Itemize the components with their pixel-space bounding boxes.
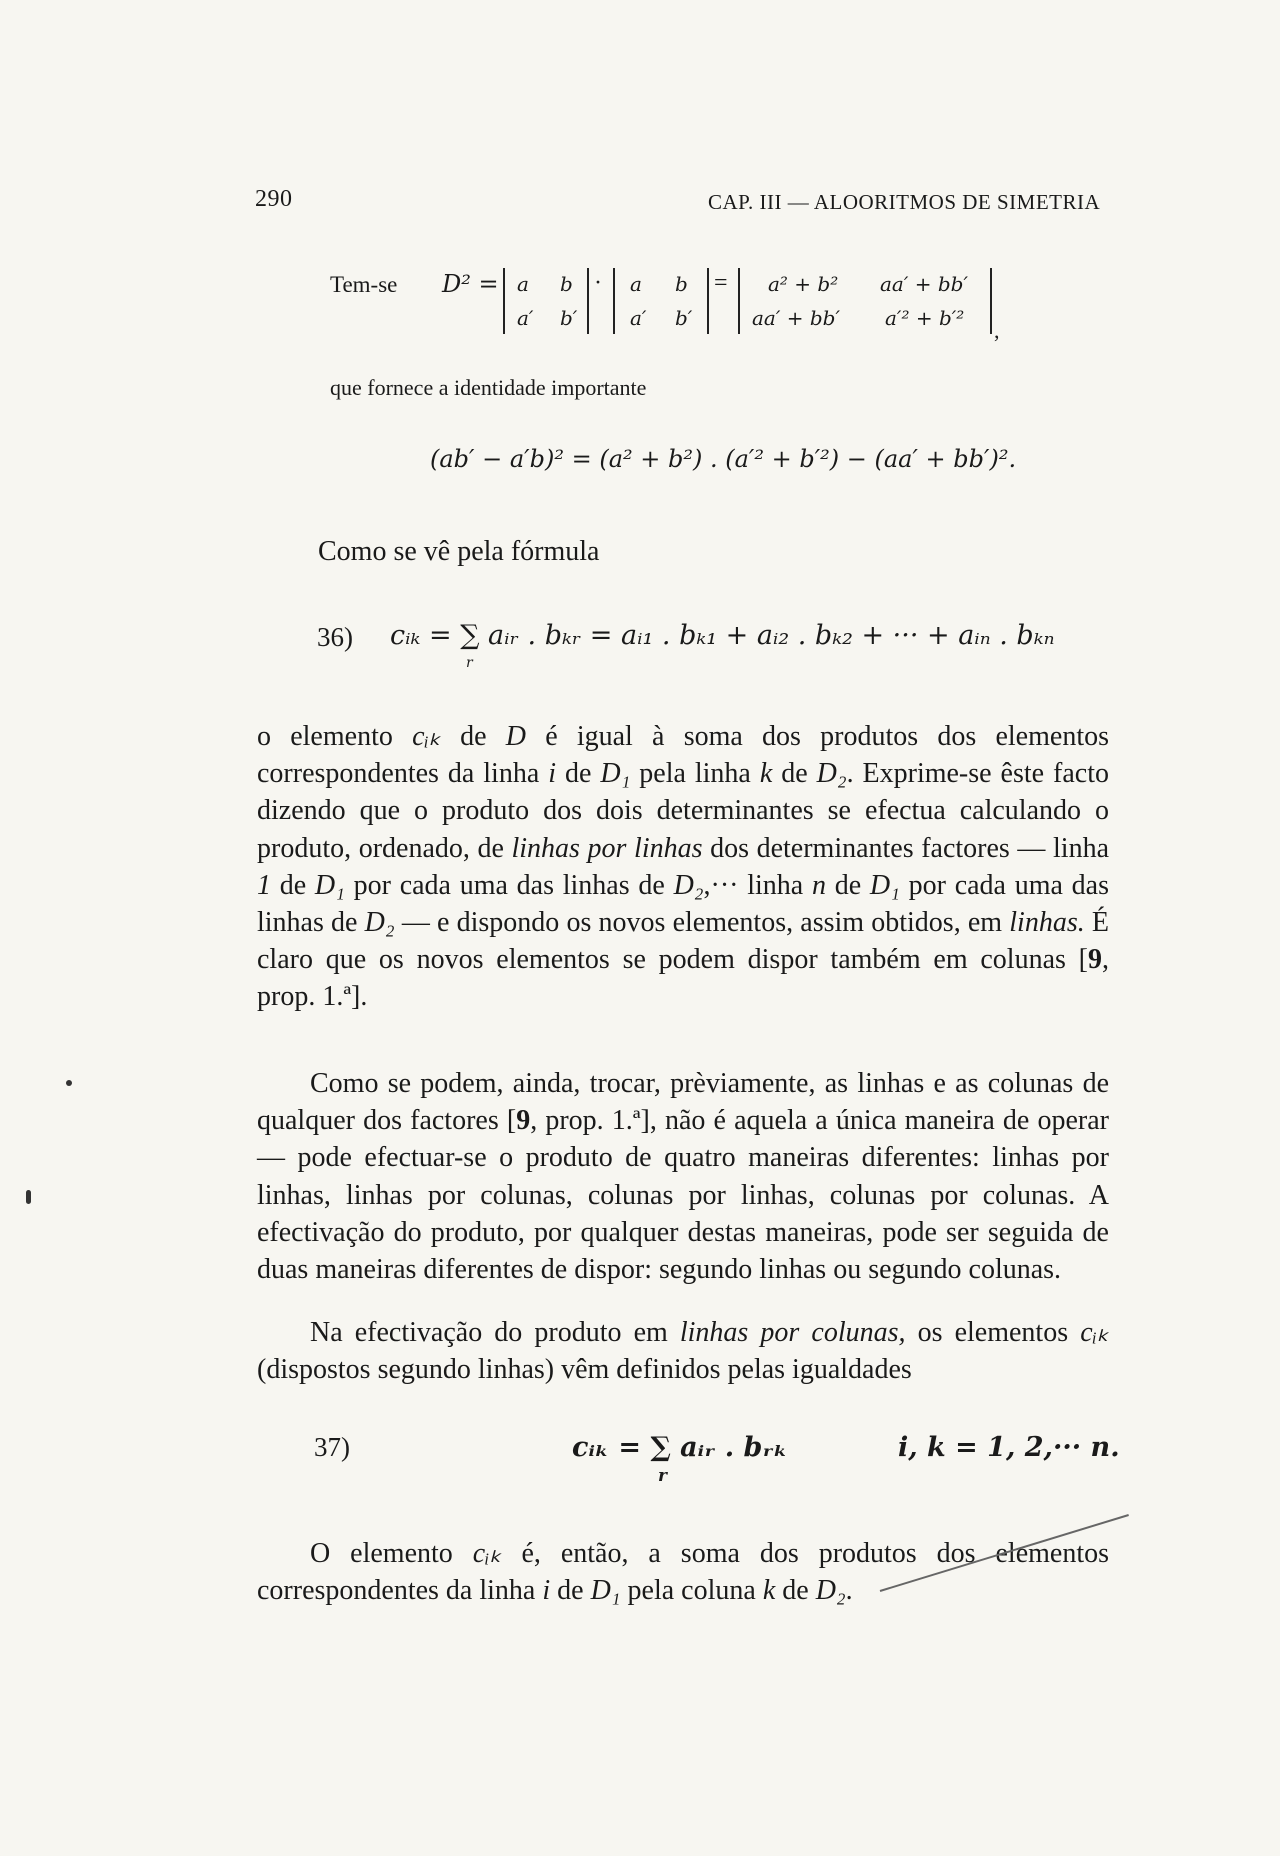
index-condition: i, k = 1, 2,··· n. — [898, 1432, 1120, 1463]
eq-lhs: D² = — [442, 270, 499, 298]
page-number: 290 — [255, 186, 293, 212]
paragraph-efectivacao: Na efectivação do produto em linhas por colunas, os elementos cᵢₖ (dispostos segundo linhas) vêm definidos pelas igualdades — [257, 1317, 1109, 1386]
margin-speck — [66, 1080, 72, 1086]
matrix-1-cell: a′ — [517, 306, 534, 330]
equation-body: cᵢₖ = ∑ aᵢᵣ . bᵣₖ — [572, 1432, 788, 1463]
multiplication-dot: · — [594, 270, 602, 296]
matrix-3-cell: a′² + b′² — [885, 306, 965, 330]
sum-subscript: r — [466, 655, 473, 671]
matrix-2 — [613, 268, 709, 334]
margin-speck — [26, 1190, 31, 1204]
equation-body: cᵢₖ = ∑ aᵢᵣ . bₖᵣ = aᵢ₁ . bₖ₁ + aᵢ₂ . bₖ₂ + ··· + aᵢₙ . bₖₙ — [390, 620, 1055, 651]
matrix-2-cell: b — [675, 272, 688, 296]
matrix-1-cell: a — [517, 272, 529, 296]
matrix-2-cell: a — [630, 272, 642, 296]
matrix-3-cell: aa′ + bb′ — [880, 272, 969, 296]
matrix-1-cell: b — [560, 272, 573, 296]
equation-label: 36) — [317, 622, 353, 652]
matrix-2-cell: a′ — [630, 306, 647, 330]
equation-comma: , — [994, 318, 1000, 343]
identity-equation: (ab′ − a′b)² = (a² + b²) . (a′² + b′²) − (aa′ + bb′)². — [430, 445, 1017, 473]
matrix-1-cell: b′ — [560, 306, 578, 330]
matrix-2-cell: b′ — [675, 306, 693, 330]
eq-lead-text: Tem-se — [330, 272, 398, 297]
paragraph-elemento: o elemento cᵢₖ de D é igual à soma dos produtos dos elementos correspondentes da linha i de D₁ pela linha k de D₂. Exprime-se êste facto dizendo que o produto dos dois determinantes se efectua calculando o produto, ordenado, de linhas por linhas dos determinantes factores — linha 1 de D₁ por cada uma das linhas de D₂,··· linha n de D₁ por cada uma das linhas de D₂ — e dispondo os novos elementos, assim obtidos, em linhas. É claro que os novos elementos se podem dispor também em colunas [9, prop. 1.ª]. — [257, 721, 1110, 1013]
paragraph-o-elemento: O elemento cᵢₖ é, então, a soma dos produtos dos elementos correspondentes da linha i de D₁ pela coluna k de D₂. — [257, 1538, 1110, 1607]
equation-label: 37) — [314, 1432, 350, 1462]
formula-intro-text: Como se vê pela fórmula — [318, 536, 600, 567]
paragraph-como-se-podem: Como se podem, ainda, trocar, prèviamente, as linhas e as colunas de qualquer dos factores [9, prop. 1.ª], não é aquela a única maneira de operar — pode efectuar-se o produto de quatro maneiras diferentes: linhas por linhas, linhas por colunas, colunas por linhas, colunas por colunas. A efectivação do produto, por qualquer destas maneiras, pode ser seguida de duas maneiras diferentes de dispor: segundo linhas ou segundo colunas. — [257, 1068, 1110, 1286]
sum-subscript: r — [658, 1466, 667, 1486]
matrix-3-cell: a² + b² — [768, 272, 839, 296]
matrix-3-cell: aa′ + bb′ — [752, 306, 841, 330]
running-header: CAP. III — ALOORITMOS DE SIMETRIA — [708, 190, 1101, 214]
identity-intro-text: que fornece a identidade importante — [330, 375, 647, 400]
equals-sign: = — [714, 270, 728, 296]
